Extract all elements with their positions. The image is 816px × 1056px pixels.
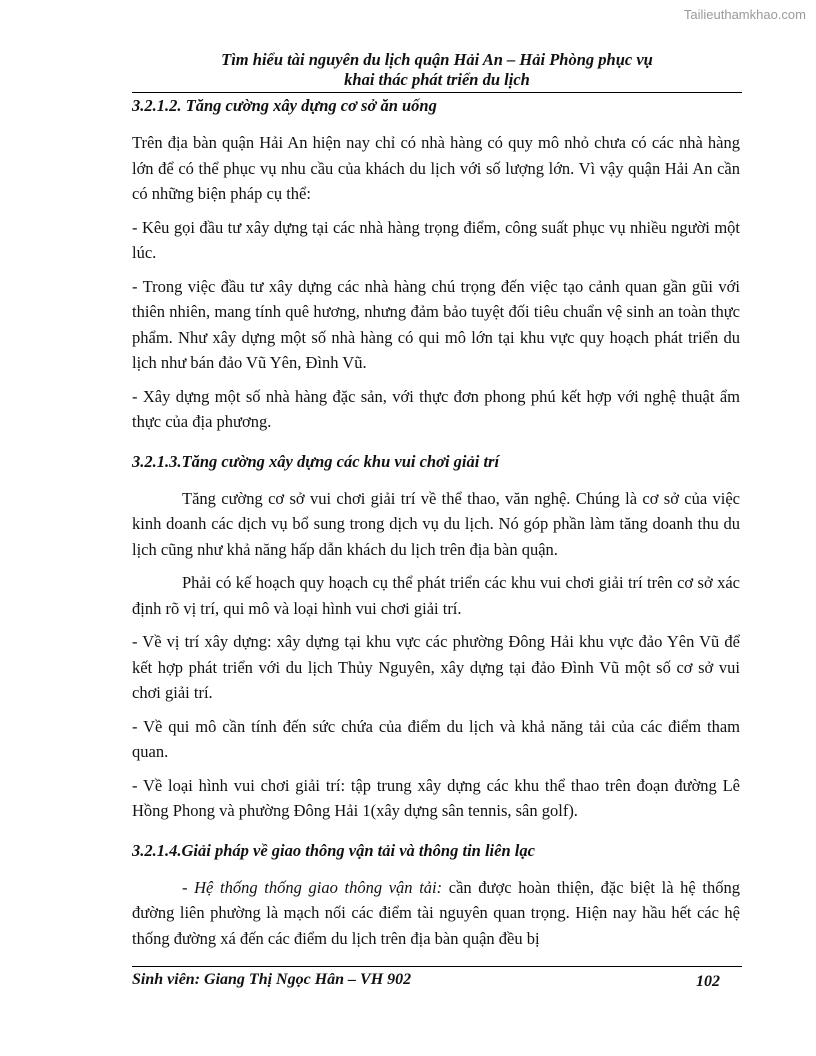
paragraph: Tăng cường cơ sở vui chơi giải trí về thể thao, văn nghệ. Chúng là cơ sở của việc kinh doanh các dịch vụ bổ sung trong dịch vụ du lịch. Nó góp phần làm tăng doanh thu du lịch cũng như khả năng hấp dẫn khách du lịch trên địa bàn quận. [132, 488, 740, 559]
footer-divider [132, 966, 742, 967]
watermark: Tailieuthamkhao.com [683, 7, 806, 22]
page-body [132, 95, 740, 951]
paragraph: Phải có kế hoạch quy hoạch cụ thể phát triển các khu vui chơi giải trí trên cơ sở xác định rõ vị trí, qui mô và loại hình vui chơi giải trí. [132, 573, 740, 618]
paragraph: - Xây dựng một số nhà hàng đặc sản, với thực đơn phong phú kết hợp với nghệ thuật ẩm thực của địa phương. [132, 386, 740, 431]
section-heading-3-2-1-4: 3.2.1.4.Giải pháp về giao thông vận tải và thông tin liên lạc [132, 840, 535, 860]
paragraph-lead: - Hệ thống thống giao thông vận tải: [182, 877, 443, 897]
running-header [132, 50, 742, 90]
paragraph-text: cần được hoàn thiện, đặc biệt là hệ thống đường liên phường là mạch nối các điểm tài nguyên quan trọng. Hiện nay hầu hết các hệ thống đường xá đến các điểm du lịch trên địa bàn quận đều bị [132, 877, 740, 948]
section-heading-3-2-1-3: 3.2.1.3.Tăng cường xây dựng các khu vui chơi giải trí [132, 451, 500, 471]
paragraph: - Kêu gọi đầu tư xây dựng tại các nhà hàng trọng điểm, công suất phục vụ nhiều người một lúc. [132, 217, 740, 262]
paragraph: - Trong việc đầu tư xây dựng các nhà hàng chú trọng đến việc tạo cảnh quan gần gũi với thiên nhiên, mang tính quê hương, nhưng đảm bảo tuyệt đối tiêu chuẩn vệ sinh an toàn thực phẩm. Như xây dựng một số nhà hàng có qui mô lớn tại khu vực quy hoạch phát triển du lịch như bán đảo Vũ Yên, Đình Vũ. [132, 276, 740, 372]
paragraph [132, 875, 740, 952]
running-footer [132, 971, 720, 989]
header-divider [132, 92, 742, 93]
paragraph: Trên địa bàn quận Hải An hiện nay chỉ có nhà hàng có quy mô nhỏ chưa có các nhà hàng lớn để có thể phục vụ nhu cầu của khách du lịch với số lượng lớn. Vì vậy quận Hải An cần có những biện pháp cụ thể: [132, 133, 740, 203]
header-line-2: khai thác phát triển du lịch [344, 70, 530, 89]
page-number: 102 [696, 973, 720, 990]
paragraph: - Về loại hình vui chơi giải trí: tập trung xây dựng các khu thể thao trên đoạn đường Lê Hồng Phong và phường Đông Hải 1(xây dựng sân tennis, sân golf). [132, 775, 740, 820]
paragraph: - Về vị trí xây dựng: xây dựng tại khu vực các phường Đông Hải khu vực đảo Yên Vũ để kết hợp phát triển với du lịch Thủy Nguyên, xây dựng tại đảo Đình Vũ một số cơ sở vui chơi giải trí. [132, 632, 740, 702]
section-heading-3-2-1-2: 3.2.1.2. Tăng cường xây dựng cơ sở ăn uống [132, 96, 437, 115]
footer-student: Sinh viên: Giang Thị Ngọc Hân – VH 902 [132, 971, 412, 988]
paragraph: - Về qui mô cần tính đến sức chứa của điểm du lịch và khả năng tải của các điểm tham quan. [132, 716, 740, 761]
header-line-1: Tìm hiểu tài nguyên du lịch quận Hải An – Hải Phòng phục vụ [221, 50, 653, 69]
